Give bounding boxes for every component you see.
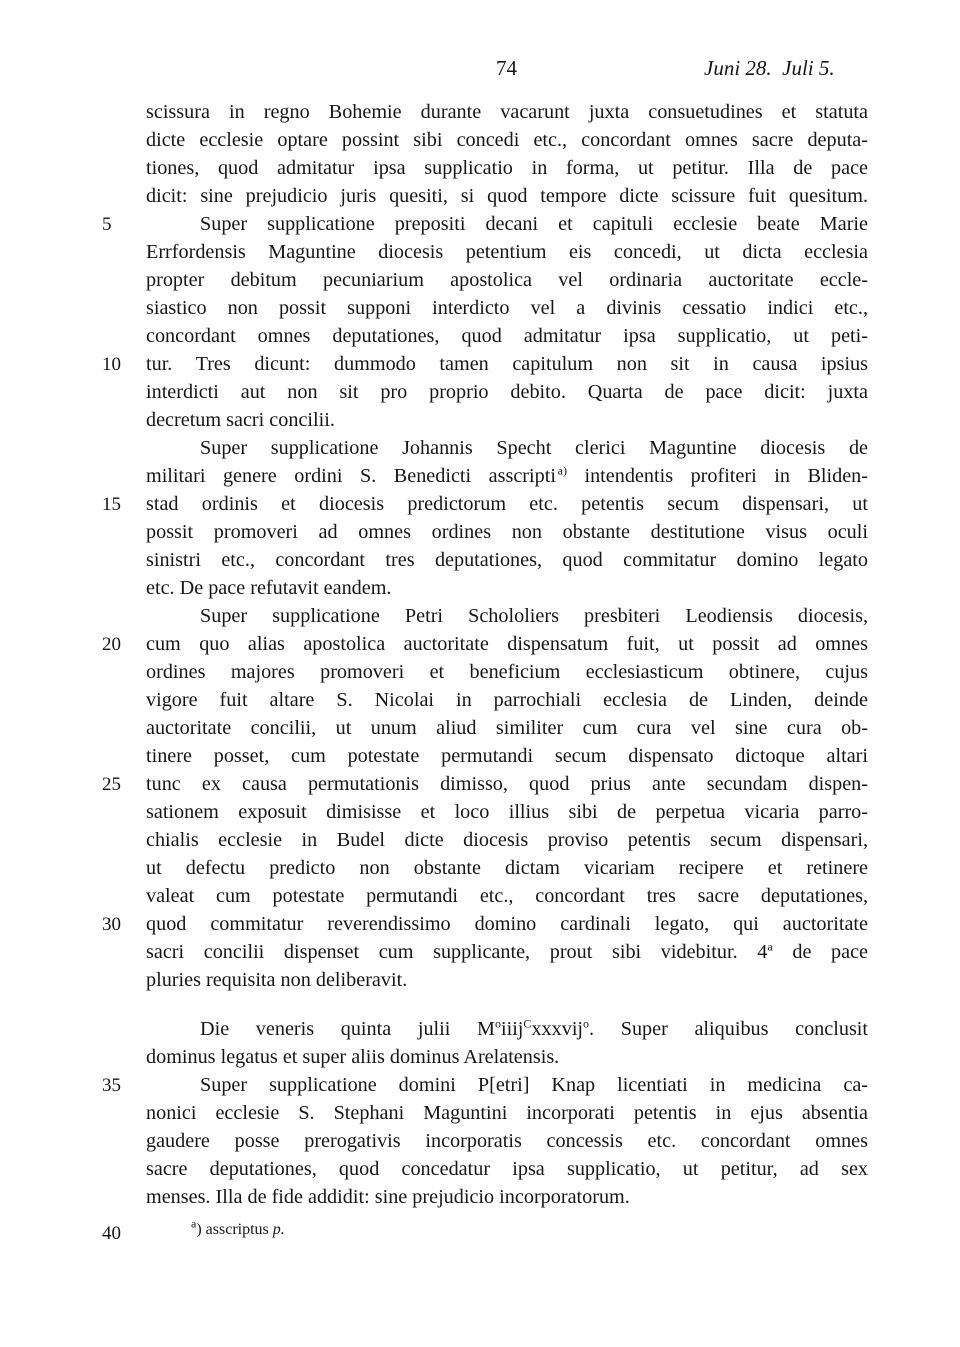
text-line-9: concordant omnes deputationes, quod admitatur ipsa supplicatio, ut peti- xyxy=(146,325,868,347)
text-line-14-end: intendentis profiteri in Bliden- xyxy=(566,465,868,487)
text-line-17: sinistri etc., concordant tres deputationes, quod commitatur domino legato xyxy=(146,549,868,571)
text-line-33 xyxy=(200,1015,868,1043)
text-line-24: tinere posset, cum potestate permutandi secum dispensato dictoque altari xyxy=(146,745,868,767)
ordinal-suffix: a xyxy=(767,939,773,954)
text-line-38: sacre deputationes, quod concedatur ipsa supplicatio, ut petitur, ad sex xyxy=(146,1158,868,1180)
line-number: 40 xyxy=(102,1223,121,1244)
text-line-13: Super supplicatione Johannis Specht clerici Maguntine diocesis de xyxy=(200,437,868,459)
text-line-8: siastico non possit supponi interdicto vel a divinis cessatio indici etc., xyxy=(146,297,868,319)
text-line-37: gaudere posse prerogativis incorporatis concessis etc. concordant omnes xyxy=(146,1130,868,1152)
text-line-31-start: sacri concilii dispenset cum supplicante, prout sibi videbitur. xyxy=(146,941,738,963)
text-line-25: tunc ex causa permutationis dimisso, quod prius ante secundam dispen- xyxy=(146,773,868,795)
text-line-1: scissura in regno Bohemie durante vacarunt juxta consuetudines et statuta xyxy=(146,101,868,123)
text-line-21: ordines majores promoveri et beneficium ecclesiasticum obtinere, cujus xyxy=(146,661,868,683)
text-line-32: pluries requisita non deliberavit. xyxy=(146,969,408,991)
text-line-3: tiones, quod admitatur ipsa supplicatio in forma, ut petitur. Illa de pace xyxy=(146,157,868,179)
footnote-ref: a) xyxy=(557,463,567,478)
text-line-14 xyxy=(146,462,868,490)
text-line-18: etc. De pace refutavit eandem. xyxy=(146,577,392,599)
line-number: 30 xyxy=(102,914,121,935)
text-line-33-end: . Super aliquibus conclusit xyxy=(589,1018,869,1040)
date-year-sup-o2: o xyxy=(583,1016,590,1031)
line-number: 25 xyxy=(102,774,121,795)
text-line-22: vigore fuit altare S. Nicolai in parrochiali ecclesia de Linden, deinde xyxy=(146,689,868,711)
footnote-source: p. xyxy=(272,1221,285,1238)
text-line-15: stad ordinis et diocesis predictorum etc. petentis secum dispensari, ut xyxy=(146,493,868,515)
text-line-31-end: de pace xyxy=(772,941,869,963)
line-number: 10 xyxy=(102,354,121,375)
date-year-xxxvij: xxxvij xyxy=(531,1018,584,1040)
text-line-10: tur. Tres dicunt: dummodo tamen capitulum non sit in causa ipsius xyxy=(146,353,868,375)
text-line-19: Super supplicatione Petri Schololiers presbiteri Leodiensis diocesis, xyxy=(200,605,868,627)
text-line-28: ut defectu predicto non obstante dictam vicariam recipere et retinere xyxy=(146,857,868,879)
text-line-20: cum quo alias apostolica auctoritate dispensatum fuit, ut possit ad omnes xyxy=(146,633,868,655)
date-year-sup-c: C xyxy=(523,1016,532,1031)
text-line-12: decretum sacri concilii. xyxy=(146,409,335,431)
footnote-marker: a xyxy=(191,1216,197,1231)
text-line-6: Errfordensis Maguntine diocesis petentium eis concedi, ut dicta ecclesia xyxy=(146,241,868,263)
text-line-34: dominus legatus et super aliis dominus Arelatensis. xyxy=(146,1046,560,1068)
text-line-14-start: militari genere ordini S. Benedicti asscripti xyxy=(146,465,556,487)
ordinal-number: 4 xyxy=(757,941,768,963)
text-line-4: dicit: sine prejudicio juris quesiti, si quod tempore dicte scissure fuit quesitum. xyxy=(146,185,868,207)
text-line-39: menses. Illa de fide addidit: sine prejudicio incorporatorum. xyxy=(146,1186,630,1208)
line-number: 20 xyxy=(102,634,121,655)
date-year-iiij: iiij xyxy=(500,1018,524,1040)
text-line-5: Super supplicatione prepositi decani et capituli ecclesie beate Marie xyxy=(200,213,868,235)
line-number: 5 xyxy=(102,214,112,235)
text-line-26: sationem exposuit dimisisse et loco illius sibi de perpetua vicaria parro- xyxy=(146,801,868,823)
text-line-31 xyxy=(146,938,868,966)
date-year-m: M xyxy=(477,1018,495,1040)
page-number: 74 xyxy=(496,56,517,80)
text-line-36: nonici ecclesie S. Stephani Maguntini incorporati petentis in ejus absentia xyxy=(146,1102,868,1124)
text-line-33-start: Die veneris quinta julii xyxy=(200,1018,451,1040)
text-line-23: auctoritate concilii, ut unum aliud similiter cum cura vel sine cura ob- xyxy=(146,717,868,739)
footnote xyxy=(191,1216,285,1239)
footnote-text: ) asscriptus xyxy=(196,1221,269,1238)
running-header-date: Juni 28. Juli 5. xyxy=(704,56,835,80)
text-line-35: Super supplicatione domini P[etri] Knap licentiati in medicina ca- xyxy=(200,1074,868,1096)
text-line-27: chialis ecclesie in Budel dicte diocesis proviso petentis secum dispensari, xyxy=(146,829,868,851)
text-line-11: interdicti aut non sit pro proprio debito. Quarta de pace dicit: juxta xyxy=(146,381,868,403)
text-line-2: dicte ecclesie optare possint sibi concedi etc., concordant omnes sacre deputa- xyxy=(146,129,868,151)
line-number: 15 xyxy=(102,494,121,515)
text-line-30: quod commitatur reverendissimo domino cardinali legato, qui auctoritate xyxy=(146,913,868,935)
text-line-7: propter debitum pecuniarium apostolica vel ordinaria auctoritate eccle- xyxy=(146,269,868,291)
text-line-29: valeat cum potestate permutandi etc., concordant tres sacre deputationes, xyxy=(146,885,868,907)
line-number: 35 xyxy=(102,1075,121,1096)
date-year-sup-o: o xyxy=(494,1016,501,1031)
text-line-16: possit promoveri ad omnes ordines non obstante destitutione visus oculi xyxy=(146,521,868,543)
